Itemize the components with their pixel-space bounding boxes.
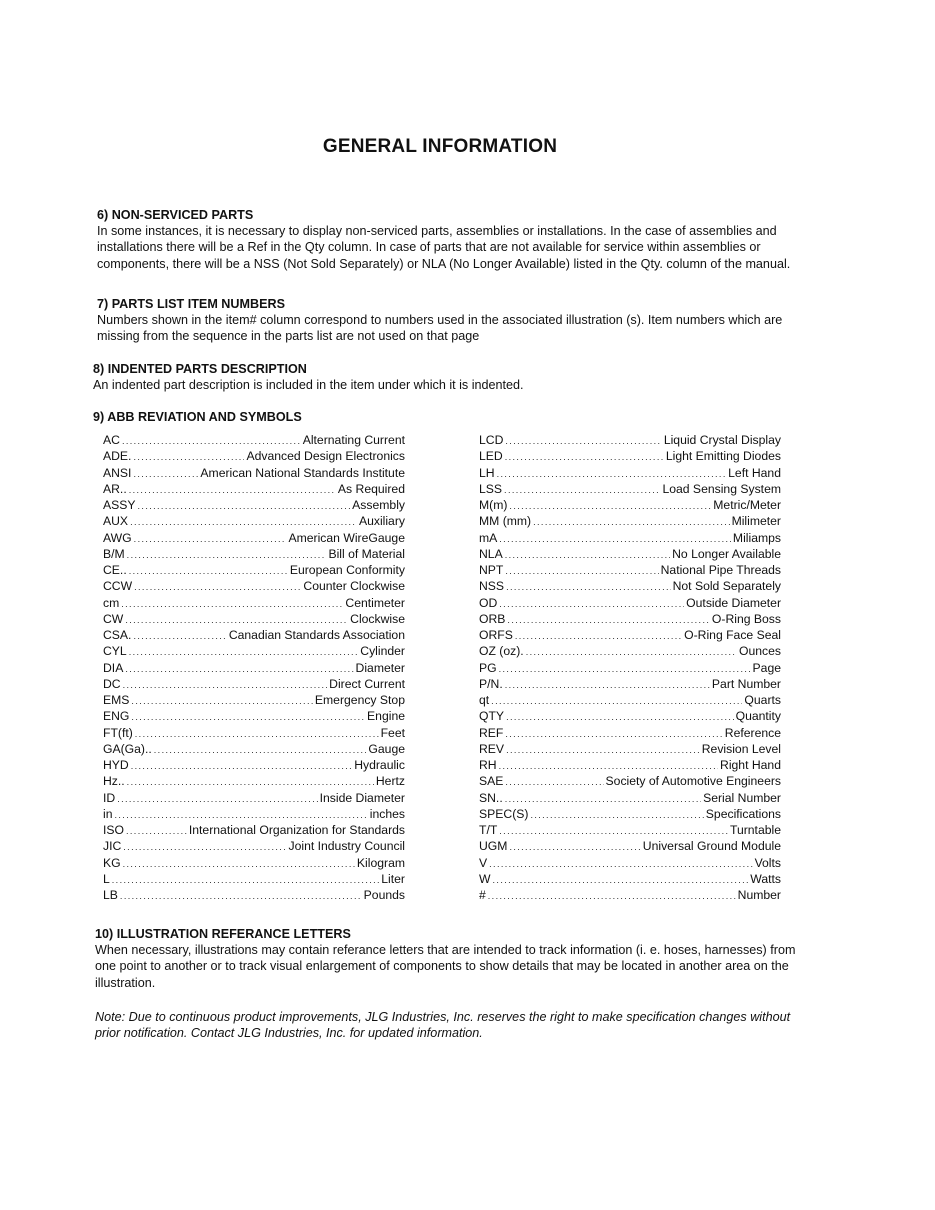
dot-leader bbox=[131, 758, 352, 774]
dot-leader bbox=[112, 872, 380, 888]
abbreviation-row bbox=[103, 757, 405, 773]
dot-leader bbox=[499, 531, 731, 547]
abbreviation-meaning: Joint Industry Council bbox=[288, 839, 405, 854]
abbreviation-meaning: Auxiliary bbox=[358, 514, 405, 529]
abbreviation-meaning: Feet bbox=[380, 725, 405, 740]
abbreviation-row bbox=[479, 595, 781, 611]
abbreviation-meaning: Gauge bbox=[368, 741, 405, 756]
dot-leader bbox=[509, 498, 711, 514]
abbreviation-row bbox=[103, 692, 405, 708]
abbreviation-term: NPT bbox=[479, 563, 504, 577]
abbreviation-term: P/N. bbox=[479, 676, 503, 691]
abbreviation-meaning: Pounds bbox=[363, 888, 405, 902]
dot-leader bbox=[131, 693, 312, 709]
abbreviation-meaning: Number bbox=[737, 888, 781, 902]
dot-leader bbox=[491, 693, 742, 709]
section-body: In some instances, it is necessary to display non-serviced parts, assemblies or installations. In the case of assemblies and installations there will be a Ref in the Qty column. In case of parts that are not available for service within assemblies or components, there will be a NSS (Not Sold Separately) or NLA (No Longer Available) listed in the Qty. column of the manual. bbox=[97, 224, 791, 271]
abbreviation-list-left bbox=[103, 432, 405, 903]
abbreviation-meaning: Liquid Crystal Display bbox=[663, 433, 781, 447]
abbreviation-row bbox=[103, 562, 405, 578]
abbreviation-term: ASSY bbox=[103, 498, 136, 512]
abbreviation-row bbox=[479, 871, 781, 887]
dot-leader bbox=[133, 466, 198, 482]
abbreviation-row bbox=[103, 871, 405, 887]
dot-leader bbox=[129, 563, 288, 579]
abbreviation-meaning: Volts bbox=[754, 855, 781, 870]
abbreviation-row bbox=[479, 465, 781, 481]
abbreviation-term: OZ (oz). bbox=[479, 644, 524, 659]
abbreviation-term: mA bbox=[479, 530, 498, 545]
abbreviation-term: HYD bbox=[103, 758, 129, 772]
dot-leader bbox=[526, 644, 737, 660]
abbreviation-meaning: Serial Number bbox=[703, 790, 781, 805]
abbreviation-row bbox=[479, 757, 781, 773]
section-non-serviced-parts bbox=[97, 207, 797, 272]
abbreviation-term: MM (mm) bbox=[479, 514, 532, 529]
abbreviation-meaning: Centimeter bbox=[345, 595, 405, 610]
footnote: Note: Due to continuous product improvements, JLG Industries, Inc. reserves the right to make specification changes without prior notification. Contact JLG Industries, Inc. for updated information. bbox=[95, 1010, 791, 1041]
abbreviation-term: ID bbox=[103, 790, 116, 805]
abbreviation-row bbox=[103, 432, 405, 448]
abbreviation-meaning: Kilogram bbox=[356, 855, 405, 870]
abbreviation-row bbox=[479, 708, 781, 724]
abbreviation-term: ORFS bbox=[479, 628, 513, 642]
abbreviation-row bbox=[103, 887, 405, 903]
abbreviation-term: QTY bbox=[479, 709, 505, 724]
abbreviation-meaning: Metric/Meter bbox=[713, 498, 781, 512]
abbreviation-meaning: Outside Diameter bbox=[686, 595, 781, 610]
abbreviation-meaning: Emergency Stop bbox=[314, 693, 405, 707]
dot-leader bbox=[133, 628, 226, 644]
section-illustration-reference-letters bbox=[95, 926, 805, 991]
dot-leader bbox=[499, 823, 728, 839]
dot-leader bbox=[123, 839, 286, 855]
abbreviation-row bbox=[479, 773, 781, 789]
abbreviation-row bbox=[103, 855, 405, 871]
abbreviation-meaning: Assembly bbox=[352, 498, 405, 512]
dot-leader bbox=[533, 514, 729, 530]
abbreviation-row bbox=[479, 790, 781, 806]
abbreviation-term: GA(Ga).. bbox=[103, 741, 152, 756]
dot-leader bbox=[499, 758, 718, 774]
dot-leader bbox=[504, 482, 660, 498]
abbreviation-row bbox=[103, 725, 405, 741]
abbreviation-meaning: Alternating Current bbox=[302, 433, 405, 447]
abbreviation-term: RH bbox=[479, 758, 497, 772]
dot-leader bbox=[493, 872, 749, 888]
abbreviation-row bbox=[479, 806, 781, 822]
dot-leader bbox=[530, 807, 703, 823]
dot-leader bbox=[505, 726, 722, 742]
abbreviation-row bbox=[103, 448, 405, 464]
abbreviation-row bbox=[479, 822, 781, 838]
abbreviation-term: T/T bbox=[479, 823, 498, 837]
abbreviation-term: CE.. bbox=[103, 563, 127, 577]
abbreviation-term: W bbox=[479, 871, 491, 886]
dot-leader bbox=[515, 628, 682, 644]
abbreviation-term: CCW bbox=[103, 579, 133, 594]
abbreviation-meaning: Canadian Standards Association bbox=[228, 628, 405, 642]
abbreviation-meaning: Turntable bbox=[729, 823, 781, 837]
abbreviation-meaning: Clockwise bbox=[350, 611, 405, 626]
abbreviation-term: NSS bbox=[479, 579, 505, 594]
abbreviation-meaning: Not Sold Separately bbox=[672, 579, 781, 594]
abbreviation-term: FT(ft) bbox=[103, 725, 133, 740]
abbreviation-term: UGM bbox=[479, 839, 508, 854]
dot-leader bbox=[126, 823, 187, 839]
abbreviation-term: LSS bbox=[479, 481, 503, 496]
abbreviation-meaning: O-Ring Boss bbox=[711, 611, 781, 626]
abbreviation-row bbox=[103, 708, 405, 724]
dot-leader bbox=[122, 433, 301, 449]
dot-leader bbox=[123, 856, 355, 872]
section-heading: 7) PARTS LIST ITEM NUMBERS bbox=[97, 297, 285, 311]
dot-leader bbox=[509, 839, 640, 855]
abbreviation-meaning: Quarts bbox=[744, 693, 781, 707]
abbreviation-meaning: Bill of Material bbox=[328, 546, 405, 561]
abbreviation-row bbox=[479, 546, 781, 562]
abbreviation-row bbox=[479, 643, 781, 659]
dot-leader bbox=[154, 742, 367, 758]
abbreviation-meaning: Society of Automotive Engineers bbox=[605, 774, 781, 789]
dot-leader bbox=[506, 709, 734, 725]
abbreviation-row bbox=[103, 741, 405, 757]
dot-leader bbox=[133, 449, 244, 465]
abbreviation-row bbox=[103, 773, 405, 789]
abbreviation-term: qt bbox=[479, 693, 490, 707]
dot-leader bbox=[125, 661, 353, 677]
abbreviation-term: SAE bbox=[479, 774, 504, 789]
abbreviation-meaning: Miliamps bbox=[732, 530, 781, 545]
abbreviation-term: DIA bbox=[103, 660, 124, 675]
abbreviation-meaning: Load Sensing System bbox=[662, 481, 781, 496]
dot-leader bbox=[129, 644, 359, 660]
abbreviation-term: EMS bbox=[103, 693, 130, 707]
dot-leader bbox=[507, 612, 709, 628]
abbreviation-meaning: Light Emitting Diodes bbox=[665, 449, 781, 464]
section-parts-list-item-numbers bbox=[97, 296, 827, 345]
abbreviation-row bbox=[103, 627, 405, 643]
dot-leader bbox=[135, 726, 379, 742]
abbreviation-meaning: American National Standards Institute bbox=[200, 465, 405, 480]
abbreviation-term: CYL bbox=[103, 644, 127, 659]
dot-leader bbox=[138, 498, 351, 514]
abbreviation-meaning: Universal Ground Module bbox=[642, 839, 781, 854]
dot-leader bbox=[497, 466, 727, 482]
abbreviation-row bbox=[479, 611, 781, 627]
abbreviation-meaning: No Longer Available bbox=[672, 546, 781, 561]
abbreviation-term: CSA. bbox=[103, 628, 132, 642]
abbreviation-meaning: American WireGauge bbox=[288, 530, 405, 545]
dot-leader bbox=[131, 709, 365, 725]
section-heading: 9) ABB REVIATION AND SYMBOLS bbox=[93, 410, 302, 424]
abbreviation-term: LED bbox=[479, 449, 503, 464]
section-heading: 8) INDENTED PARTS DESCRIPTION bbox=[93, 362, 307, 376]
abbreviation-row bbox=[103, 790, 405, 806]
dot-leader bbox=[506, 742, 700, 758]
abbreviation-term: LCD bbox=[479, 433, 504, 447]
dot-leader bbox=[499, 661, 751, 677]
abbreviation-meaning: Direct Current bbox=[329, 676, 405, 691]
section-body: An indented part description is included in the item under which it is indented. bbox=[93, 378, 524, 392]
abbreviation-term: ORB bbox=[479, 611, 506, 626]
dot-leader bbox=[499, 596, 684, 612]
dot-leader bbox=[120, 888, 362, 904]
abbreviation-term: AUX bbox=[103, 514, 129, 529]
abbreviation-term: ISO bbox=[103, 823, 124, 837]
abbreviation-meaning: Hertz bbox=[375, 774, 405, 789]
abbreviation-term: Hz.. bbox=[103, 774, 125, 789]
dot-leader bbox=[117, 791, 317, 807]
dot-leader bbox=[506, 579, 671, 595]
abbreviation-term: PG bbox=[479, 660, 497, 675]
abbreviation-meaning: Page bbox=[752, 660, 781, 675]
abbreviation-row bbox=[479, 660, 781, 676]
abbreviation-row bbox=[103, 676, 405, 692]
abbreviation-meaning: Counter Clockwise bbox=[303, 579, 405, 594]
abbreviation-row bbox=[479, 530, 781, 546]
abbreviation-meaning: Ounces bbox=[738, 644, 781, 659]
abbreviation-row bbox=[479, 481, 781, 497]
abbreviation-row bbox=[479, 578, 781, 594]
abbreviation-row bbox=[103, 660, 405, 676]
dot-leader bbox=[115, 807, 368, 823]
abbreviation-meaning: Right Hand bbox=[720, 758, 781, 772]
section-body: Numbers shown in the item# column correspond to numbers used in the associated illustration (s). Item numbers which are missing from the sequence in the parts list are not used on that page bbox=[97, 313, 783, 344]
section-heading: 6) NON-SERVICED PARTS bbox=[97, 208, 254, 222]
abbreviation-term: M(m) bbox=[479, 498, 508, 512]
abbreviation-row bbox=[103, 578, 405, 594]
abbreviation-row bbox=[103, 497, 405, 513]
dot-leader bbox=[505, 791, 701, 807]
abbreviation-meaning: As Required bbox=[337, 481, 405, 496]
dot-leader bbox=[505, 433, 661, 449]
abbreviation-term: B/M bbox=[103, 546, 125, 561]
abbreviation-row bbox=[103, 806, 405, 822]
dot-leader bbox=[505, 547, 670, 563]
abbreviation-meaning: Diameter bbox=[355, 660, 405, 675]
abbreviation-term: L bbox=[103, 871, 110, 886]
abbreviation-term: LH bbox=[479, 465, 495, 480]
abbreviation-term: DC bbox=[103, 676, 121, 691]
abbreviation-term: cm bbox=[103, 595, 120, 610]
section-heading: 10) ILLUSTRATION REFERANCE LETTERS bbox=[95, 927, 351, 941]
abbreviation-row bbox=[103, 530, 405, 546]
abbreviation-row bbox=[103, 643, 405, 659]
abbreviation-meaning: National Pipe Threads bbox=[660, 563, 781, 577]
abbreviation-term: V bbox=[479, 855, 488, 870]
abbreviation-row bbox=[103, 513, 405, 529]
abbreviation-meaning: Reference bbox=[724, 725, 781, 740]
abbreviation-meaning: European Conformity bbox=[289, 563, 405, 577]
abbreviation-row bbox=[479, 741, 781, 757]
abbreviation-meaning: Quantity bbox=[735, 709, 781, 724]
abbreviation-term: ENG bbox=[103, 709, 130, 724]
abbreviation-row bbox=[103, 546, 405, 562]
dot-leader bbox=[488, 888, 736, 904]
abbreviation-term: in bbox=[103, 806, 113, 821]
abbreviation-row bbox=[479, 838, 781, 854]
abbreviation-meaning: Cylinder bbox=[360, 644, 405, 659]
abbreviation-term: AR.. bbox=[103, 481, 127, 496]
abbreviation-row bbox=[479, 513, 781, 529]
abbreviation-meaning: Inside Diameter bbox=[319, 790, 405, 805]
abbreviation-meaning: inches bbox=[369, 806, 405, 821]
abbreviation-term: AWG bbox=[103, 530, 132, 545]
abbreviation-meaning: Part Number bbox=[711, 676, 781, 691]
dot-leader bbox=[505, 563, 658, 579]
abbreviation-term: JIC bbox=[103, 839, 122, 854]
dot-leader bbox=[505, 677, 710, 693]
dot-leader bbox=[505, 774, 603, 790]
dot-leader bbox=[127, 774, 374, 790]
abbreviation-row bbox=[479, 627, 781, 643]
abbreviation-row bbox=[479, 725, 781, 741]
abbreviation-term: ADE. bbox=[103, 449, 132, 464]
abbreviation-row bbox=[103, 611, 405, 627]
abbreviation-row bbox=[479, 562, 781, 578]
abbreviation-term: KG bbox=[103, 855, 121, 870]
abbreviation-term: SPEC(S) bbox=[479, 806, 529, 821]
section-indented-parts-description bbox=[93, 361, 793, 393]
abbreviation-term: # bbox=[479, 888, 486, 902]
abbreviation-term: CW bbox=[103, 611, 124, 626]
abbreviation-row bbox=[479, 692, 781, 708]
abbreviation-row bbox=[479, 855, 781, 871]
abbreviation-row bbox=[103, 465, 405, 481]
abbreviation-meaning: Liter bbox=[381, 871, 405, 886]
abbreviation-term: AC bbox=[103, 433, 120, 447]
abbreviation-row bbox=[103, 838, 405, 854]
abbreviation-term: OD bbox=[479, 595, 498, 610]
abbreviation-meaning: Left Hand bbox=[728, 465, 781, 480]
abbreviation-meaning: Specifications bbox=[705, 806, 781, 821]
abbreviation-term: REF bbox=[479, 725, 504, 740]
dot-leader bbox=[505, 449, 664, 465]
page-title: GENERAL INFORMATION bbox=[322, 136, 558, 157]
abbreviation-row bbox=[479, 448, 781, 464]
abbreviation-meaning: Hydraulic bbox=[354, 758, 405, 772]
abbreviation-term: REV bbox=[479, 741, 505, 756]
abbreviation-row bbox=[479, 497, 781, 513]
dot-leader bbox=[134, 531, 287, 547]
abbreviation-meaning: Advanced Design Electronics bbox=[246, 449, 405, 464]
dot-leader bbox=[489, 856, 752, 872]
dot-leader bbox=[130, 514, 357, 530]
dot-leader bbox=[134, 579, 301, 595]
abbreviation-list-right bbox=[479, 432, 781, 903]
abbreviation-meaning: Milimeter bbox=[731, 514, 781, 529]
dot-leader bbox=[123, 677, 328, 693]
dot-leader bbox=[125, 612, 348, 628]
abbreviation-row bbox=[479, 887, 781, 903]
abbreviation-row bbox=[479, 676, 781, 692]
abbreviation-term: ANSI bbox=[103, 465, 132, 480]
abbreviation-row bbox=[479, 432, 781, 448]
abbreviation-meaning: Watts bbox=[750, 871, 781, 886]
abbreviation-term: NLA bbox=[479, 546, 503, 561]
abbreviation-meaning: International Organization for Standards bbox=[188, 823, 405, 837]
abbreviation-row bbox=[103, 822, 405, 838]
section-body: When necessary, illustrations may contain referance letters that are intended to track information (i. e. hoses, harnesses) from one point to another or to track visual enlargement of components to show details that may be located in another area on the illustration. bbox=[95, 943, 796, 990]
abbreviation-row bbox=[103, 595, 405, 611]
abbreviation-row bbox=[103, 481, 405, 497]
abbreviation-meaning: Engine bbox=[367, 709, 405, 724]
abbreviation-term: LB bbox=[103, 888, 118, 902]
dot-leader bbox=[127, 547, 327, 563]
section-abbreviations bbox=[93, 409, 493, 425]
abbreviation-term: SN.. bbox=[479, 790, 503, 805]
dot-leader bbox=[129, 482, 336, 498]
abbreviation-meaning: Revision Level bbox=[701, 741, 781, 756]
abbreviation-meaning: O-Ring Face Seal bbox=[684, 628, 781, 642]
dot-leader bbox=[121, 596, 343, 612]
